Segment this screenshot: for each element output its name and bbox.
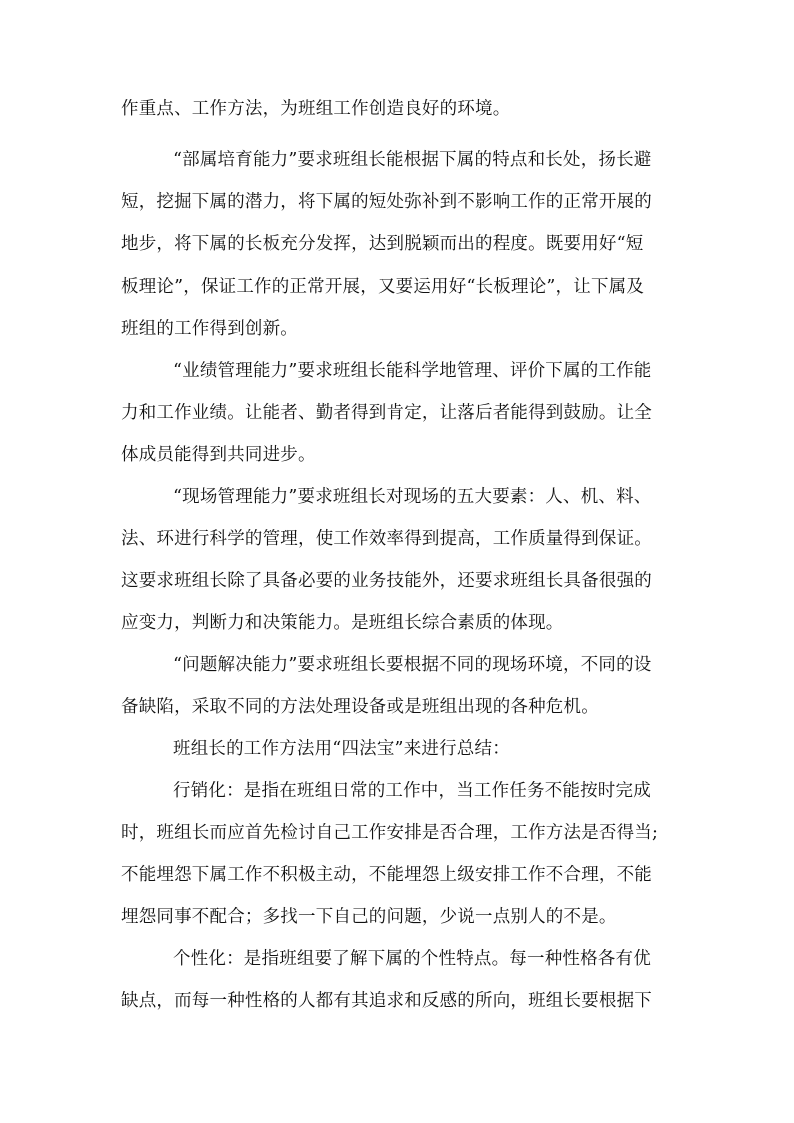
- paragraph-line: 力和工作业绩。让能者、勤者得到肯定，让落后者能得到鼓励。让全: [121, 403, 652, 423]
- paragraph-line: 作重点、工作方法，为班组工作创造良好的环境。: [121, 99, 511, 119]
- paragraph-line: 缺点，而每一种性格的人都有其追求和反感的所向，班组长要根据下: [121, 991, 652, 1011]
- paragraph-line: 行销化：是指在班组日常的工作中，当工作任务不能按时完成: [173, 781, 651, 801]
- paragraph-line: 班组长的工作方法用“四法宝”来进行总结：: [173, 739, 510, 759]
- paragraph-line: 应变力，判断力和决策能力。是班组长综合素质的体现。: [121, 613, 564, 633]
- paragraph-line: “问题解决能力”要求班组长要根据不同的现场环境，不同的设: [173, 655, 652, 675]
- paragraph-line: “业绩管理能力”要求班组长能科学地管理、评价下属的工作能: [173, 361, 652, 381]
- paragraph-line: 这要求班组长除了具备必要的业务技能外，还要求班组长具备很强的: [121, 571, 652, 591]
- paragraph-line: 个性化：是指班组要了解下属的个性特点。每一种性格各有优: [173, 949, 651, 969]
- paragraph-line: “现场管理能力”要求班组长对现场的五大要素：人、机、料、: [173, 487, 652, 507]
- paragraph-line: 埋怨同事不配合；多找一下自己的问题，少说一点别人的不是。: [121, 907, 617, 927]
- paragraph-line: 时，班组长而应首先检讨自己工作安排是否合理，工作方法是否得当;: [121, 823, 659, 843]
- paragraph-line: “部属培育能力”要求班组长能根据下属的特点和长处，扬长避: [173, 150, 652, 170]
- paragraph-line: 班组的工作得到创新。: [121, 319, 298, 339]
- paragraph-line: 备缺陷，采取不同的方法处理设备或是班组出现的各种危机。: [121, 697, 599, 717]
- paragraph-line: 板理论”，保证工作的正常开展，又要运用好“长板理论”，让下属及: [121, 277, 645, 297]
- paragraph-line: 法、环进行科学的管理，使工作效率得到提高，工作质量得到保证。: [121, 529, 652, 549]
- paragraph-line: 短，挖掘下属的潜力，将下属的短处弥补到不影响工作的正常开展的: [121, 192, 652, 212]
- paragraph-line: 不能埋怨下属工作不积极主动，不能埋怨上级安排工作不合理，不能: [121, 865, 652, 885]
- paragraph-line: 体成员能得到共同进步。: [121, 445, 316, 465]
- paragraph-line: 地步，将下属的长板充分发挥，达到脱颖而出的程度。既要用好“短: [121, 234, 644, 254]
